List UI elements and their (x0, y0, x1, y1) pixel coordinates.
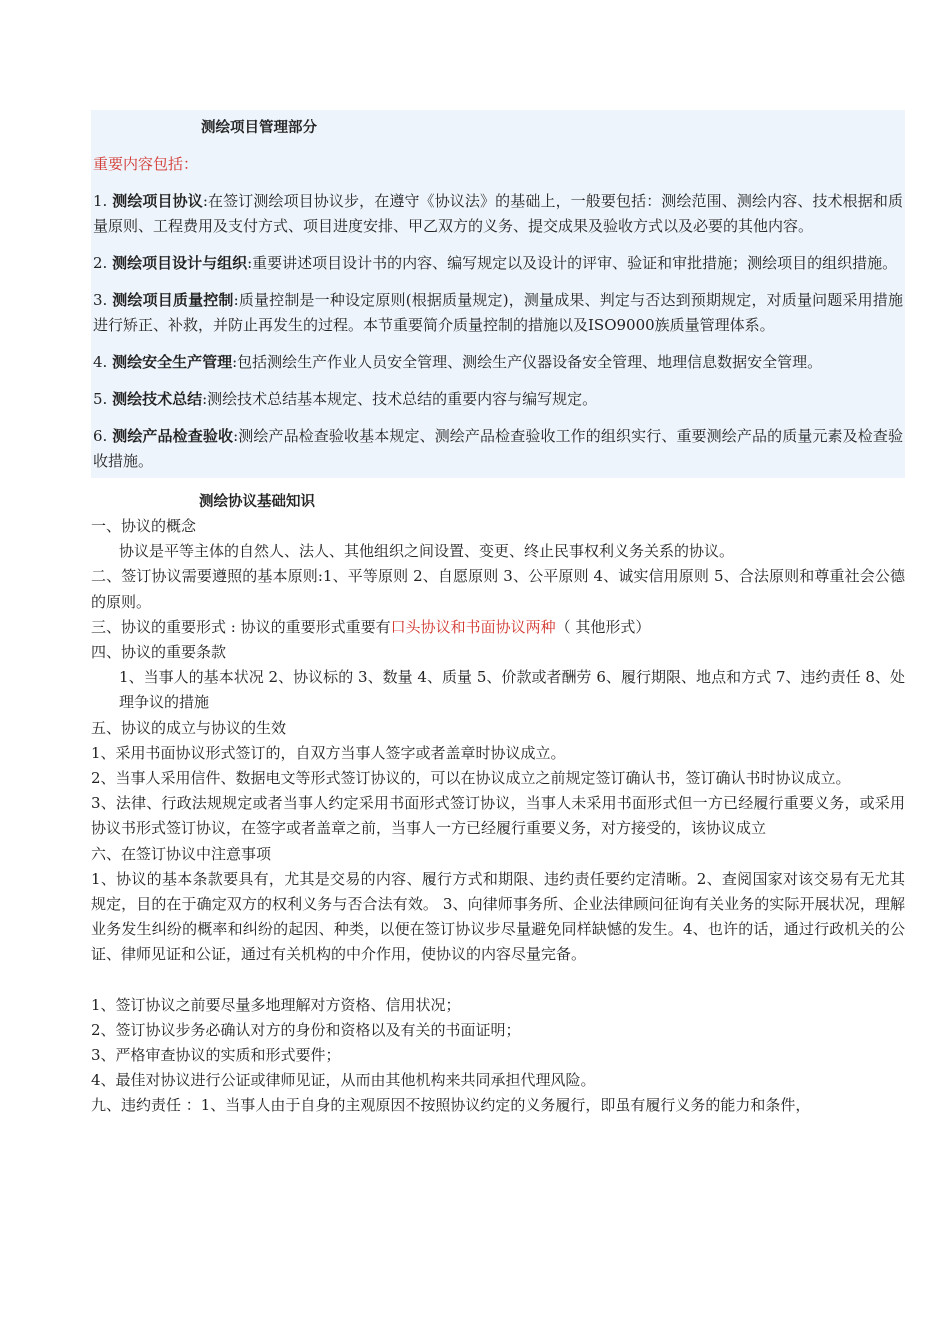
heading-3 (91, 615, 905, 640)
highlight-text: 口头协议和书面协议两种 (390, 617, 556, 636)
list-item: 1、签订协议之前要尽量多地理解对方资格、信用状况； (91, 995, 461, 1014)
box-item-6 (93, 424, 903, 474)
box-item-5 (93, 387, 903, 412)
list-item: 4、最佳对协议进行公证或律师见证，从而由其他机构来共同承担代理风险。 (91, 1071, 596, 1090)
item-text: :在签订测绘项目协议步，在遵守《协议法》的基础上，一般要包括：测绘范围、测绘内容、技术根据和质量原则、工程费用及支付方式、项目进度安排、甲乙双方的义务、提交成果及验收方式以及必要的其他内容。 (93, 192, 903, 235)
item-text: :测绘技术总结基本规定、技术总结的重要内容与编写规定。 (202, 390, 598, 408)
paragraph: 1、协议的基本条款要具有，尤其是交易的内容、履行方式和期限、违约责任要约定清晰。2、查阅国家对该交易有无尤其规定，目的在于确定双方的权利义务与否合法有效。 3、向律师事务所、企业法律顾问征询有关业务的实际开展状况，理解业务发生纠纷的概率和纠纷的起因、种类，以便在签订协议步尽量避免同样缺憾的发生。4、也许的话，通过行政机关的公证、律师见证和公证，通过有关机构的中介作用，使协议的内容尽量完备。 (91, 869, 905, 964)
item-head: 测绘产品检查验收 (112, 427, 234, 445)
section-body (91, 514, 905, 1119)
box-item-1 (93, 189, 903, 239)
paragraph: 2、当事人采用信件、数据电文等形式签订协议的，可以在协议成立之前规定签订确认书，签订确认书时协议成立。 (91, 769, 851, 788)
item-head: 测绘项目协议 (112, 192, 203, 210)
item-text: :包括测绘生产作业人员安全管理、测绘生产仪器设备安全管理、地理信息数据安全管理。 (232, 353, 823, 371)
summary-box (91, 110, 905, 478)
heading-4: 四、协议的重要条款 (91, 643, 227, 662)
item-text: :重要讲述项目设计书的内容、编写规定以及设计的评审、验证和审批措施；测绘项目的组织措施。 (247, 254, 898, 272)
text-span: （ 其他形式） (555, 617, 651, 636)
item-num: 3. (93, 291, 113, 309)
document-page (91, 110, 905, 1119)
box-intro: 重要内容包括： (93, 155, 199, 173)
heading-9: 九、违约责任 ：1、当事人由于自身的主观原因不按照协议约定的义务履行，即虽有履行义务的能力和条件， (91, 1096, 811, 1115)
box-item-3 (93, 288, 903, 338)
box-item-2 (93, 251, 903, 276)
item-text: :质量控制是一种设定原则(根据质量规定)，测量成果、判定与否达到预期规定，对质量问题采用措施进行矫正、补救，并防止再发生的过程。本节重要简介质量控制的措施以及ISO9000族质量管理体系。 (93, 291, 903, 334)
item-num: 6. (93, 427, 113, 445)
item-num: 1. (93, 192, 113, 210)
paragraph: 1、采用书面协议形式签订的，自双方当事人签字或者盖章时协议成立。 (91, 743, 566, 762)
section-title: 测绘协议基础知识 (199, 494, 315, 510)
item-head: 测绘项目设计与组织 (112, 254, 248, 272)
item-num: 4. (93, 353, 113, 371)
heading-6: 六、在签订协议中注意事项 (91, 844, 272, 863)
paragraph: 协议是平等主体的自然人、法人、其他组织之间设置、变更、终止民事权利义务关系的协议。 (119, 542, 735, 561)
item-num: 5. (93, 390, 113, 408)
list-item: 3、严格审查协议的实质和形式要件； (91, 1046, 341, 1065)
list-item: 2、签订协议步务必确认对方的身份和资格以及有关的书面证明； (91, 1020, 521, 1039)
item-head: 测绘安全生产管理 (112, 353, 233, 371)
heading-1: 一、协议的概念 (91, 517, 197, 535)
spacer (91, 968, 905, 993)
item-head: 测绘项目质量控制 (112, 291, 234, 309)
item-head: 测绘技术总结 (112, 390, 203, 408)
box-title: 测绘项目管理部分 (201, 120, 317, 136)
item-text: :测绘产品检查验收基本规定、测绘产品检查验收工作的组织实行、重要测绘产品的质量元素及检查验收措施。 (93, 427, 903, 470)
box-item-4 (93, 350, 903, 375)
heading-5: 五、协议的成立与协议的生效 (91, 718, 287, 737)
text-span: 三、协议的重要形式 : 协议的重要形式重要有 (91, 617, 391, 636)
item-num: 2. (93, 254, 113, 272)
heading-2: 二、签订协议需要遵照的基本原则:1、平等原则 2、自愿原则 3、公平原则 4、诚实信用原则 5、合法原则和尊重社会公德的原则。 (91, 567, 905, 611)
paragraph: 1、当事人的基本状况 2、协议标的 3、数量 4、质量 5、价款或者酬劳 6、履行期限、地点和方式 7、违约责任 8、处理争议的措施 (119, 668, 905, 712)
paragraph: 3、法律、行政法规规定或者当事人约定采用书面形式签订协议，当事人未采用书面形式但一方已经履行重要义务，或采用协议书形式签订协议，在签字或者盖章之前，当事人一方已经履行重要义务，对方接受的，该协议成立 (91, 794, 905, 838)
